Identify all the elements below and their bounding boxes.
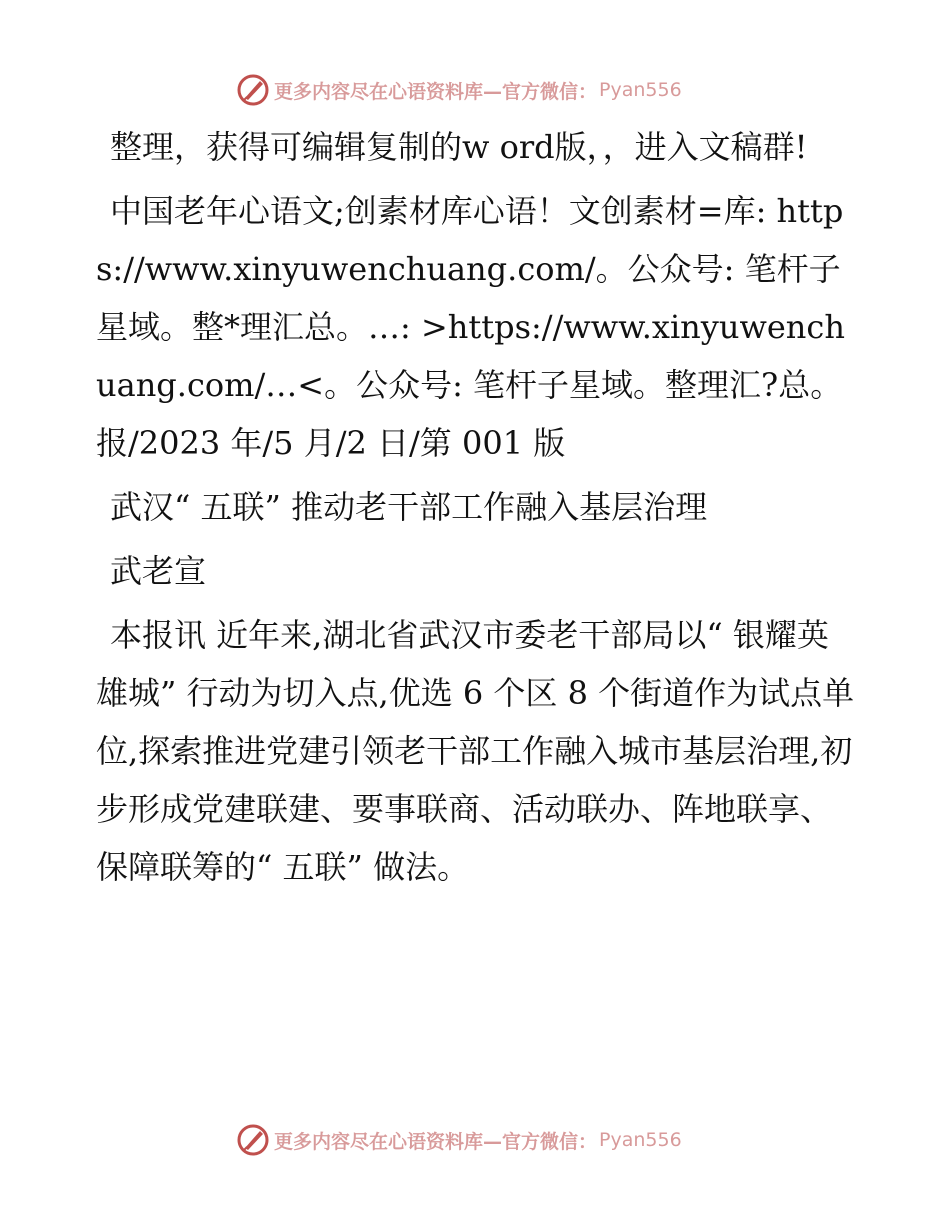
- quill-pen-logo-icon: [236, 1123, 270, 1157]
- header-banner: [236, 72, 682, 108]
- article-author: 武老宣: [110, 552, 207, 590]
- banner-text: 更多内容尽在心语资料库—官方微信：: [274, 1130, 598, 1153]
- intro-paragraph: 整理，获得可编辑复制的w ord版，，进入文稿群!: [110, 128, 808, 166]
- banner-contact: Pyan556: [599, 79, 682, 101]
- banner-contact: Pyan556: [599, 1129, 682, 1151]
- article-body: 本报讯 近年来,湖北省武汉市委老干部局以“ 银耀英雄城” 行动为切入点,优选 6 个区 8 个街道作为试点单位,探索推进党建引领老干部工作融入城市基层治理,初步形成党建联建、要事联商、活动联办、阵地联享、保障联筹的“ 五联” 做法。: [96, 616, 855, 886]
- article-headline: 武汉“ 五联” 推动老干部工作融入基层治理: [110, 488, 708, 526]
- footer-banner: [236, 1122, 682, 1158]
- banner-text: 更多内容尽在心语资料库—官方微信：: [274, 80, 598, 103]
- document-body: [96, 118, 856, 902]
- source-paragraph: 中国老年心语文;创素材库心语！文创素材=库: https://www.xinyuwenchuang.com/。公众号: 笔杆子星域。整*理汇总。…: >https://www.xinyuwenchuang.com/…<。公众号: 笔杆子星域。整理汇?总。报/2023 年/5 月/2 日/第 001 版: [96, 192, 845, 462]
- quill-pen-logo-icon: [236, 73, 270, 107]
